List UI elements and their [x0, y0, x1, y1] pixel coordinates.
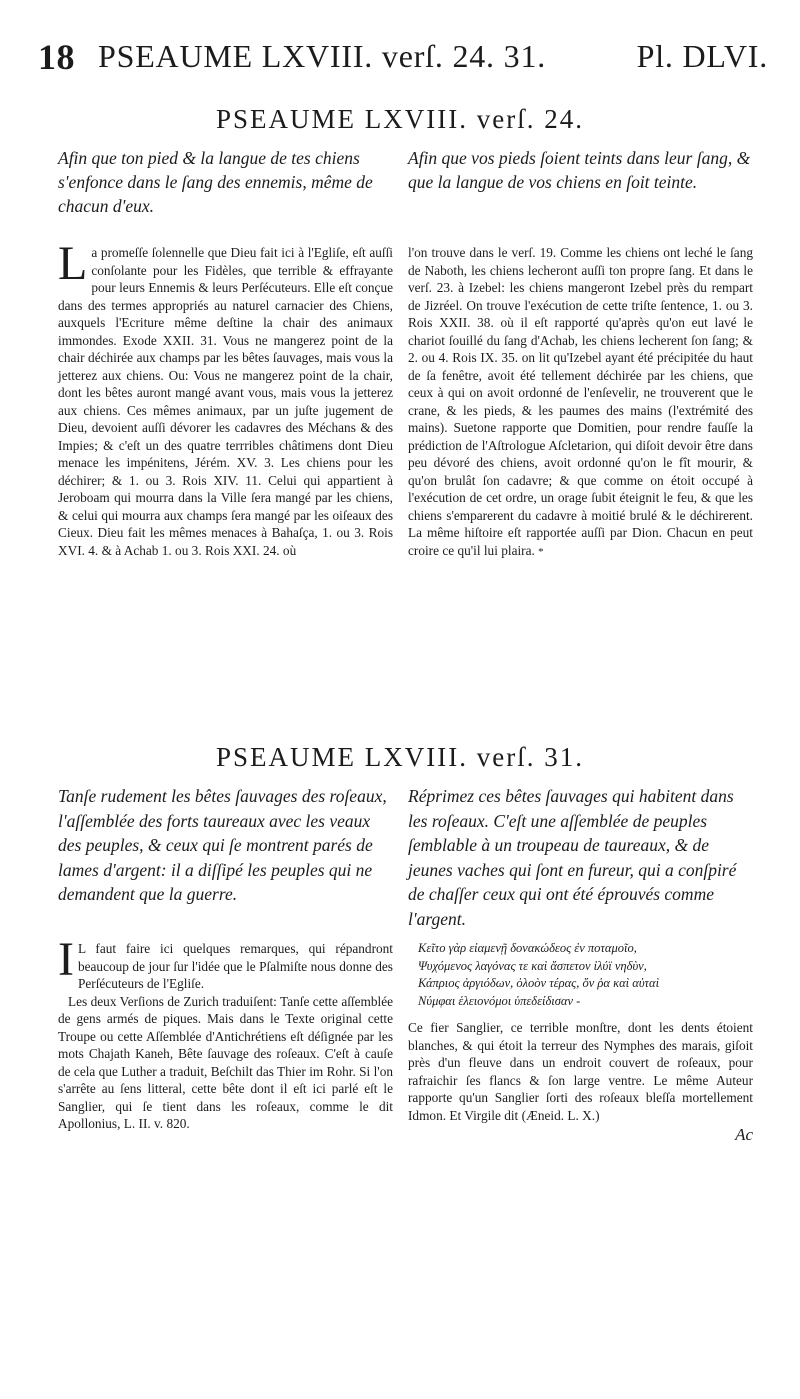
running-title: PSEAUME LXVIII. verſ. 24. 31.: [98, 38, 547, 74]
commentary-24-left-column: [58, 237, 393, 559]
greek-verse-line: Ψυχόμενος λαγόνας τε καὶ ἄσπετον ἰλύϊ νηδὺν,: [418, 958, 647, 973]
page-number: 18: [38, 37, 75, 77]
commentary-paragraph: [408, 244, 753, 561]
commentary-24-right-column: [408, 244, 753, 561]
greek-verse-line: Κάπριος ἀργιόδων, ὀλοὸν τέρας, ὅν ῥα καὶ αὐταὶ: [418, 976, 660, 990]
verse-31-left-translation: Tanſe rudement les bêtes ſauvages des roſeaux, l'aſſemblée des forts taureaux avec les veaux des peuples, & ceux qui ſe montrent parés de lames d'argent: il a diſſipé les peuples qui ne demandent que la guerre.: [58, 786, 387, 904]
greek-verse-line: Κεῖτο γὰρ εἰαμενῇ δονακώδεος ἐν ποταμοῖο,: [418, 941, 637, 955]
commentary-text: a promeſſe ſolennelle que Dieu fait ici à l'Egliſe, eſt auſſi conſolante pour les Fidèles, que terrible & effrayante pour leurs Ennemis & leurs Perſécuteurs. Elle eſt conçue dans des termes appropriés au naturel carnacier des Chiens, auxquels l'Ecriture même deſtine la chair des animaux immondes. Exode XXII. 31. Vous ne mangerez point de la chair déchirée aux champs par les bêtes ſauvages, mais vous la jetterez aux chiens. Ou: Vous ne mangerez point de la chair, dont les bêtes auront mangé avant vous, mais vous la jetterez aux chiens. Ces mêmes animaux, par un juſte jugement de Dieu, devoient auſſi dévorer les cadavres des Méchans & des Impies; & c'eſt un des quatre terrribles châtimens dont Dieu menace les impénitens, Jérém. XV. 3. Les chiens pour les déchirer; & 1. ou 3. Rois XIV. 11. Celui qui appartient à Jeroboam qui mourra dans la Ville ſera mangé par les chiens, & celui qui mourra aux champs ſera mangé par les oiſeaux des Cieux. Dieu fait les mêmes menaces à Bahaſça, 1. ou 3. Rois XVI. 4. & à Achab 1. ou 3. Rois XXI. 24. où: [58, 245, 393, 558]
verse-24-right-translation: Afin que vos pieds ſoient teints dans leur ſang, & que la langue de vos chiens en ſoit teinte.: [408, 148, 751, 192]
verse-31-right-translation: Réprimez ces bêtes ſauvages qui habitent dans les roſeaux. C'eſt une aſſemblée de peuples ſemblable à un troupeau de taureaux, & de jeunes vaches qui ſont en fureur, qui a conſpiré de chaſſer ceux qui ont été éprouvés comme l'argent.: [408, 786, 737, 929]
running-head: [0, 36, 800, 96]
commentary-paragraph: Les deux Verſions de Zurich traduiſent: Tanſe cette aſſemblée de gens armés de piques. Mais dans le Texte original cette Troupe ou cette Aſſemblée d'Antichrétiens eſt déſignée par les mots Chajath Kaneh, Bête ſauvage des roſeaux. C'eſt à cauſe de cela que Luther a traduit, Beſchilt das Thier im Rohr. Si l'on s'arrête au ſens litteral, cette bête dont il eſt ici parlé eſt le Sanglier, qui ſe tient dans les roſeaux, comme le dit Apollonius, L. II. v. 820.: [58, 993, 393, 1131]
drop-cap: L: [58, 237, 88, 290]
catchword: Ac: [735, 1125, 753, 1144]
commentary-text: L faut faire ici quelques remarques, qui répandront beaucoup de jour ſur l'idée que le Pſalmiſte nous donne des Perſécuteurs de l'Egliſe.: [77, 941, 393, 991]
section-title-verse-24: PSEAUME LXVIII. verſ. 24.: [216, 104, 584, 134]
plate-number: Pl. DLVI.: [636, 38, 768, 74]
end-ornament: *: [538, 545, 544, 558]
commentary-31-left-column: [58, 933, 393, 1133]
greek-verse-line: Νύμφαι ἑλειονόμοι ὑπεδείδισαν -: [418, 993, 581, 1008]
greek-quotation: [408, 940, 753, 1010]
drop-cap: I: [58, 933, 74, 986]
commentary-paragraph: Ce fier Sanglier, ce terrible monſtre, dont les dents étoient blanches, & qui étoit la terreur des Nymphes des marais, giſoit près d'un fleuve dans un endroit couvert de roſeaux, pour rafraichir ſes flancs & ſon large ventre. Le même Auteur rapporte qu'un Sanglier ſorti des roſeaux bleſſa mortellement Idmon. Et Virgile dit (Æneid. L. X.): [408, 1020, 753, 1123]
commentary-paragraph: [58, 237, 393, 559]
commentary-text: l'on trouve dans le verſ. 19. Comme les chiens ont leché le ſang de Naboth, les chiens lecheront auſſi ton propre ſang. Et dans le verſ. 23. à Izebel: les chiens mangeront Izebel près du rempart de Jizréel. On trouve l'exécution de cette triſte ſentence, 1. ou 3. Rois XXII. 38. où il eſt rapporté qu'après qu'on eut lavé le chariot ſouillé du ſang d'Achab, les chiens lecherent ſon ſang; & 2. ou 4. Rois IX. 35. on lit qu'Izebel ayant été précipitée du haut de ſa fenêtre, avoit été tellement déchirée par les chiens, que ceux à qui on avoit ordonné de l'enſevelir, ne trouverent que le crane, & les pieds, & les paumes des mains (l'extrémité des mains). Suetone rapporte que Domitien, pour rendre fauſſe la prédiction de l'Aſtrologue Aſcletarion, qui diſoit devoir être dans peu dévoré des chiens, avoit ordonné qu'on le fît mourir, & qu'on brulât ſon cadavre; & que comme on étoit occupé à l'exécution de cet ordre, un orage ſubit éteignit le feu, & que les chiens s'emparerent du cadavre à moitié brulé & le déchirerent. La même hiſtoire eſt rapportée auſſi par Dion. Chacun en peut croire ce qu'il lui plaira.: [408, 245, 753, 558]
verse-24-left-translation: Afin que ton pied & la langue de tes chiens s'enfonce dans le ſang des ennemis, même de chacun d'eux.: [58, 148, 373, 216]
commentary-paragraph: [58, 933, 393, 993]
section-title-verse-31: PSEAUME LXVIII. verſ. 31.: [216, 742, 584, 772]
commentary-31-right-column: [408, 940, 753, 1144]
